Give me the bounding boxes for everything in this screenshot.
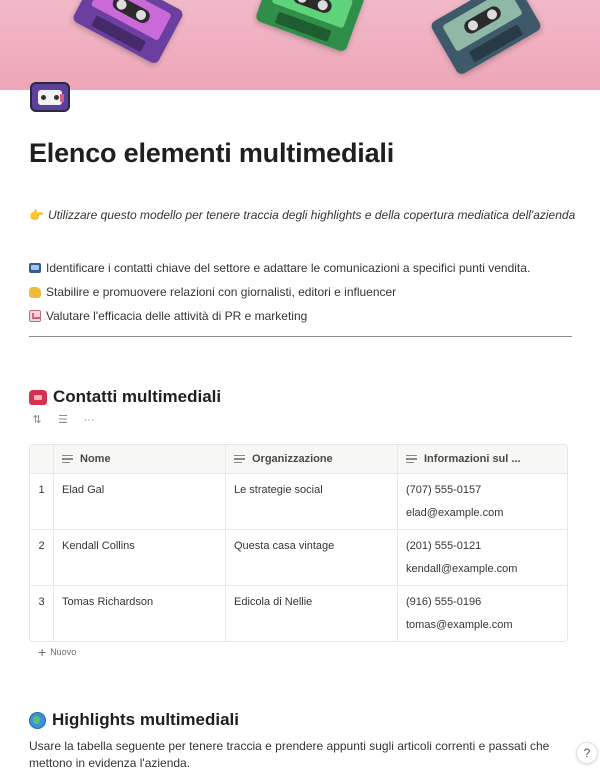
cassette-tape-green xyxy=(255,0,366,53)
callout xyxy=(29,208,575,222)
television-icon xyxy=(29,263,41,273)
add-row-label: Nuovo xyxy=(50,647,77,657)
email-address: elad@example.com xyxy=(406,507,504,519)
list-item-text[interactable]: Stabilire e promuovere relazioni con giornalisti, editori e influencer xyxy=(46,285,397,299)
cell-info[interactable] xyxy=(398,530,567,585)
handshake-icon xyxy=(29,287,41,298)
cassette-tape-purple xyxy=(72,0,185,65)
page-cover xyxy=(0,0,600,90)
globe-icon xyxy=(29,712,46,729)
text-property-icon xyxy=(62,455,73,464)
text-property-icon xyxy=(406,455,417,464)
section-heading-text[interactable]: Contatti multimediali xyxy=(53,387,222,406)
more-options-icon[interactable]: ··· xyxy=(83,414,95,426)
database-toolbar xyxy=(31,414,95,426)
plus-icon: + xyxy=(38,644,47,660)
goals-list xyxy=(29,256,530,328)
email-address: tomas@example.com xyxy=(406,619,513,631)
phone-number: (916) 555-0196 xyxy=(406,596,482,608)
list-item xyxy=(29,304,530,328)
section-heading-text[interactable]: Highlights multimediali xyxy=(52,710,240,729)
list-item-text[interactable]: Identificare i contatti chiave del settore e adattare le comunicazioni a specifici punti vendita. xyxy=(46,261,531,275)
cell-info[interactable] xyxy=(398,474,567,529)
column-header-info[interactable] xyxy=(398,445,567,473)
cell-info[interactable] xyxy=(398,586,567,641)
column-header-organization[interactable] xyxy=(226,445,398,473)
chart-icon xyxy=(29,310,41,322)
highlights-description[interactable]: Usare la tabella seguente per tenere traccia e prendere appunti sugli articoli correnti e passati che mettono in evidenza l'azienda. xyxy=(29,739,550,770)
email-address: kendall@example.com xyxy=(406,563,518,575)
filter-icon[interactable]: ☰ xyxy=(58,414,68,426)
section-heading-contacts xyxy=(29,387,221,407)
row-number: 3 xyxy=(30,586,54,641)
table-header-row xyxy=(30,445,567,473)
cell-organization[interactable]: Le strategie social xyxy=(226,474,398,529)
phone-number: (707) 555-0157 xyxy=(406,484,482,496)
help-button[interactable]: ? xyxy=(576,742,598,764)
row-number: 2 xyxy=(30,530,54,585)
column-header-label: Nome xyxy=(80,453,111,465)
text-property-icon xyxy=(234,455,245,464)
divider xyxy=(29,336,572,337)
phone-number: (201) 555-0121 xyxy=(406,540,482,552)
cell-name[interactable]: Elad Gal xyxy=(54,474,226,529)
cell-name[interactable]: Kendall Collins xyxy=(54,530,226,585)
column-header-label: Informazioni sul ... xyxy=(424,453,521,465)
table-row[interactable] xyxy=(30,473,567,529)
list-item xyxy=(29,280,530,304)
callout-text[interactable]: Utilizzare questo modello per tenere traccia degli highlights e della copertura mediatica dell'azienda xyxy=(48,208,576,222)
add-row-button[interactable] xyxy=(38,644,77,660)
contacts-table xyxy=(29,444,568,642)
section-heading-highlights xyxy=(29,710,239,730)
vhs-tape-icon[interactable] xyxy=(30,82,70,112)
row-number: 1 xyxy=(30,474,54,529)
cell-organization[interactable]: Edicola di Nellie xyxy=(226,586,398,641)
column-header-label: Organizzazione xyxy=(252,453,333,465)
cell-organization[interactable]: Questa casa vintage xyxy=(226,530,398,585)
page-title[interactable]: Elenco elementi multimediali xyxy=(29,138,395,168)
column-header-name[interactable] xyxy=(54,445,226,473)
list-item xyxy=(29,256,530,280)
cassette-tape-teal xyxy=(429,0,542,76)
sort-icon[interactable]: ⇅ xyxy=(32,414,42,426)
cell-name[interactable]: Tomas Richardson xyxy=(54,586,226,641)
table-row[interactable] xyxy=(30,529,567,585)
pointing-hand-icon: 👉 xyxy=(29,207,44,222)
row-number-header xyxy=(30,445,54,473)
table-row[interactable] xyxy=(30,585,567,641)
telephone-icon xyxy=(29,390,47,405)
list-item-text[interactable]: Valutare l'efficacia delle attività di PR e marketing xyxy=(46,309,308,323)
